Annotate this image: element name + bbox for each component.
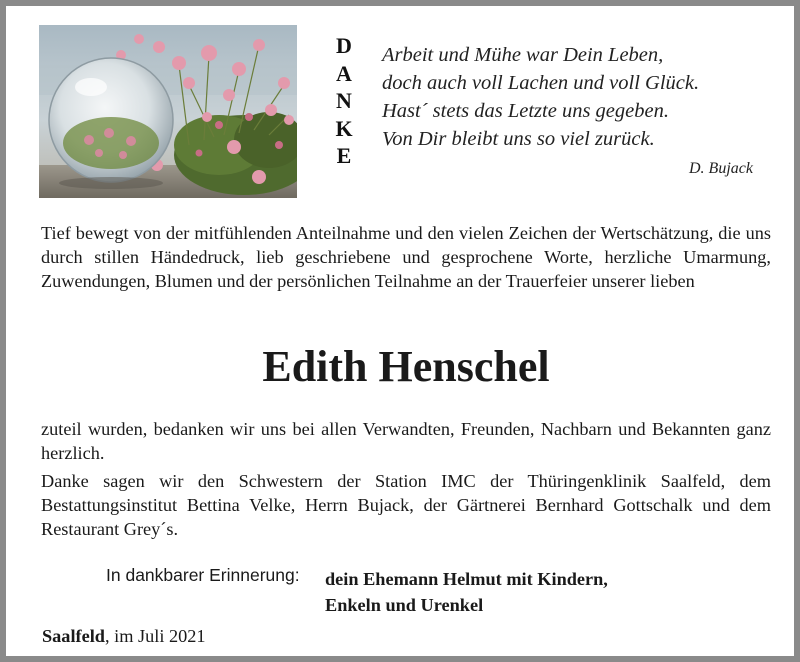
- thanks-paragraph-2: Danke sagen wir den Schwestern der Station IMC der Thüringenklinik Saalfeld, dem Bestattungsinstitut Bettina Velke, Herrn Bujack, der Gärtnerei Bernhard Gottschalk und dem Restaurant Grey´s.: [41, 471, 771, 539]
- danke-letter: E: [336, 143, 352, 168]
- glass-ball-flowers-photo: [39, 25, 297, 198]
- danke-vertical-heading: [332, 32, 356, 170]
- signature-line-1: dein Ehemann Helmut mit Kindern,: [325, 569, 608, 589]
- poem-line: Von Dir bleibt uns so viel zurück.: [382, 128, 655, 150]
- poem-author: D. Bujack: [689, 160, 753, 177]
- thanks-paragraph-1: zuteil wurden, bedanken wir uns bei allen Verwandten, Freunden, Nachbarn und Bekannten ganz herzlich.: [41, 419, 771, 463]
- place-date: [42, 626, 206, 647]
- poem-line: Arbeit und Mühe war Dein Leben,: [382, 44, 664, 66]
- poem-line: Hast´ stets das Letzte uns gegeben.: [382, 100, 669, 122]
- signature-names: [325, 566, 608, 618]
- deceased-name: Edith Henschel: [262, 342, 550, 391]
- poem-line: doch auch voll Lachen und voll Glück.: [382, 72, 700, 94]
- signature-line-2: Enkeln und Urenkel: [325, 595, 484, 615]
- memory-label: In dankbarer Erinnerung:: [106, 565, 300, 585]
- date: , im Juli 2021: [104, 626, 206, 646]
- danke-letter: D: [336, 33, 352, 58]
- danke-letter: N: [336, 88, 352, 113]
- danke-letter: A: [336, 60, 352, 86]
- place: Saalfeld: [42, 626, 105, 646]
- intro-paragraph: Tief bewegt von der mitfühlenden Anteilnahme und den vielen Zeichen der Wertschätzung, die uns durch stillen Händedruck, lieb geschriebene und gesprochene Worte, herzliche Umarmung, Zuwendungen, Blumen und der persönlichen Teilnahme an der Trauerfeier unserer lieben: [41, 223, 771, 291]
- danke-letter: K: [335, 115, 353, 141]
- poem: [382, 41, 699, 153]
